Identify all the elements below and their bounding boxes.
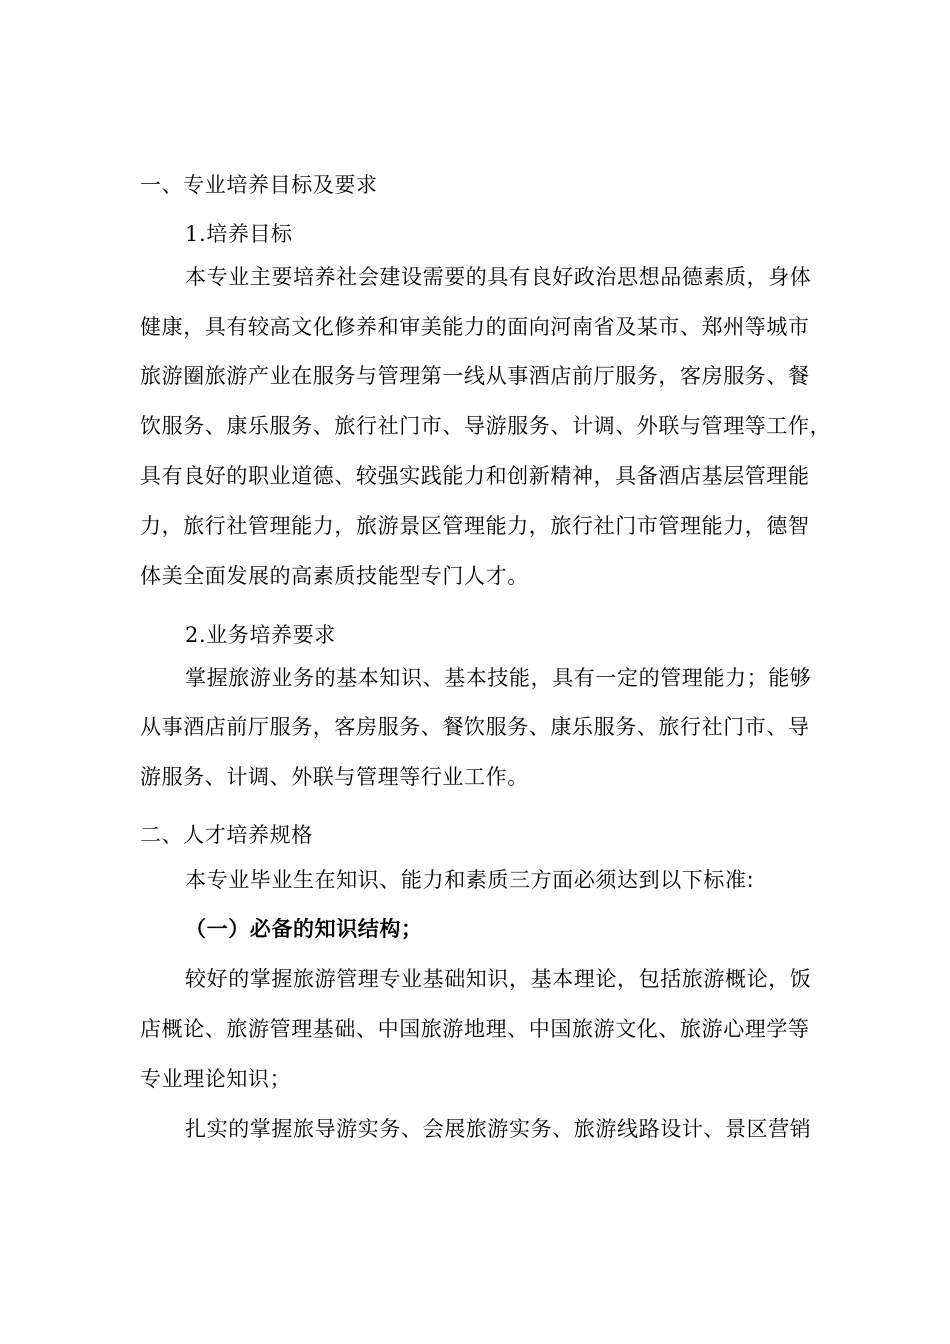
paragraph-line: 较好的掌握旅游管理专业基础知识，基本理论，包括旅游概论，饭 — [185, 967, 812, 991]
paragraph-line: 饮服务、康乐服务、旅行社门市、导游服务、计调、外联与管理等工作， — [140, 414, 832, 438]
paragraph-line: 掌握旅游业务的基本知识、基本技能，具有一定的管理能力；能够 — [185, 666, 812, 690]
paragraph-line: 健康，具有较高文化修养和审美能力的面向河南省及某市、郑州等城市 — [140, 315, 810, 339]
paragraph-line: 体美全面发展的高素质技能型专门人才。 — [140, 564, 529, 588]
paragraph-line: 本专业毕业生在知识、能力和素质三方面必须达到以下标准: — [185, 868, 755, 892]
subsection-heading-knowledge-structure: （一）必备的知识结构； — [185, 917, 423, 941]
subsection-heading-training-goal: 1.培养目标 — [185, 222, 293, 246]
paragraph-line: 扎实的掌握旅导游实务、会展旅游实务、旅游线路设计、景区营销 — [185, 1117, 812, 1141]
paragraph-line: 具有良好的职业道德、较强实践能力和创新精神，具备酒店基层管理能 — [140, 464, 810, 488]
paragraph-line: 店概论、旅游管理基础、中国旅游地理、中国旅游文化、旅游心理学等 — [140, 1017, 810, 1041]
paragraph-line: 专业理论知识； — [140, 1067, 292, 1091]
paragraph-line: 力，旅行社管理能力，旅游景区管理能力，旅行社门市管理能力，德智 — [140, 514, 810, 538]
subsection-heading-business-requirements: 2.业务培养要求 — [185, 623, 336, 647]
paragraph-line: 游服务、计调、外联与管理等行业工作。 — [140, 765, 529, 789]
section-heading-1: 一、专业培养目标及要求 — [140, 173, 378, 197]
section-heading-2: 二、人才培养规格 — [140, 823, 313, 847]
paragraph-line: 本专业主要培养社会建设需要的具有良好政治思想品德素质，身体 — [185, 265, 812, 289]
paragraph-line: 从事酒店前厅服务，客房服务、餐饮服务、康乐服务、旅行社门市、导 — [140, 715, 810, 739]
paragraph-line: 旅游圈旅游产业在服务与管理第一线从事酒店前厅服务，客房服务、餐 — [140, 364, 810, 388]
